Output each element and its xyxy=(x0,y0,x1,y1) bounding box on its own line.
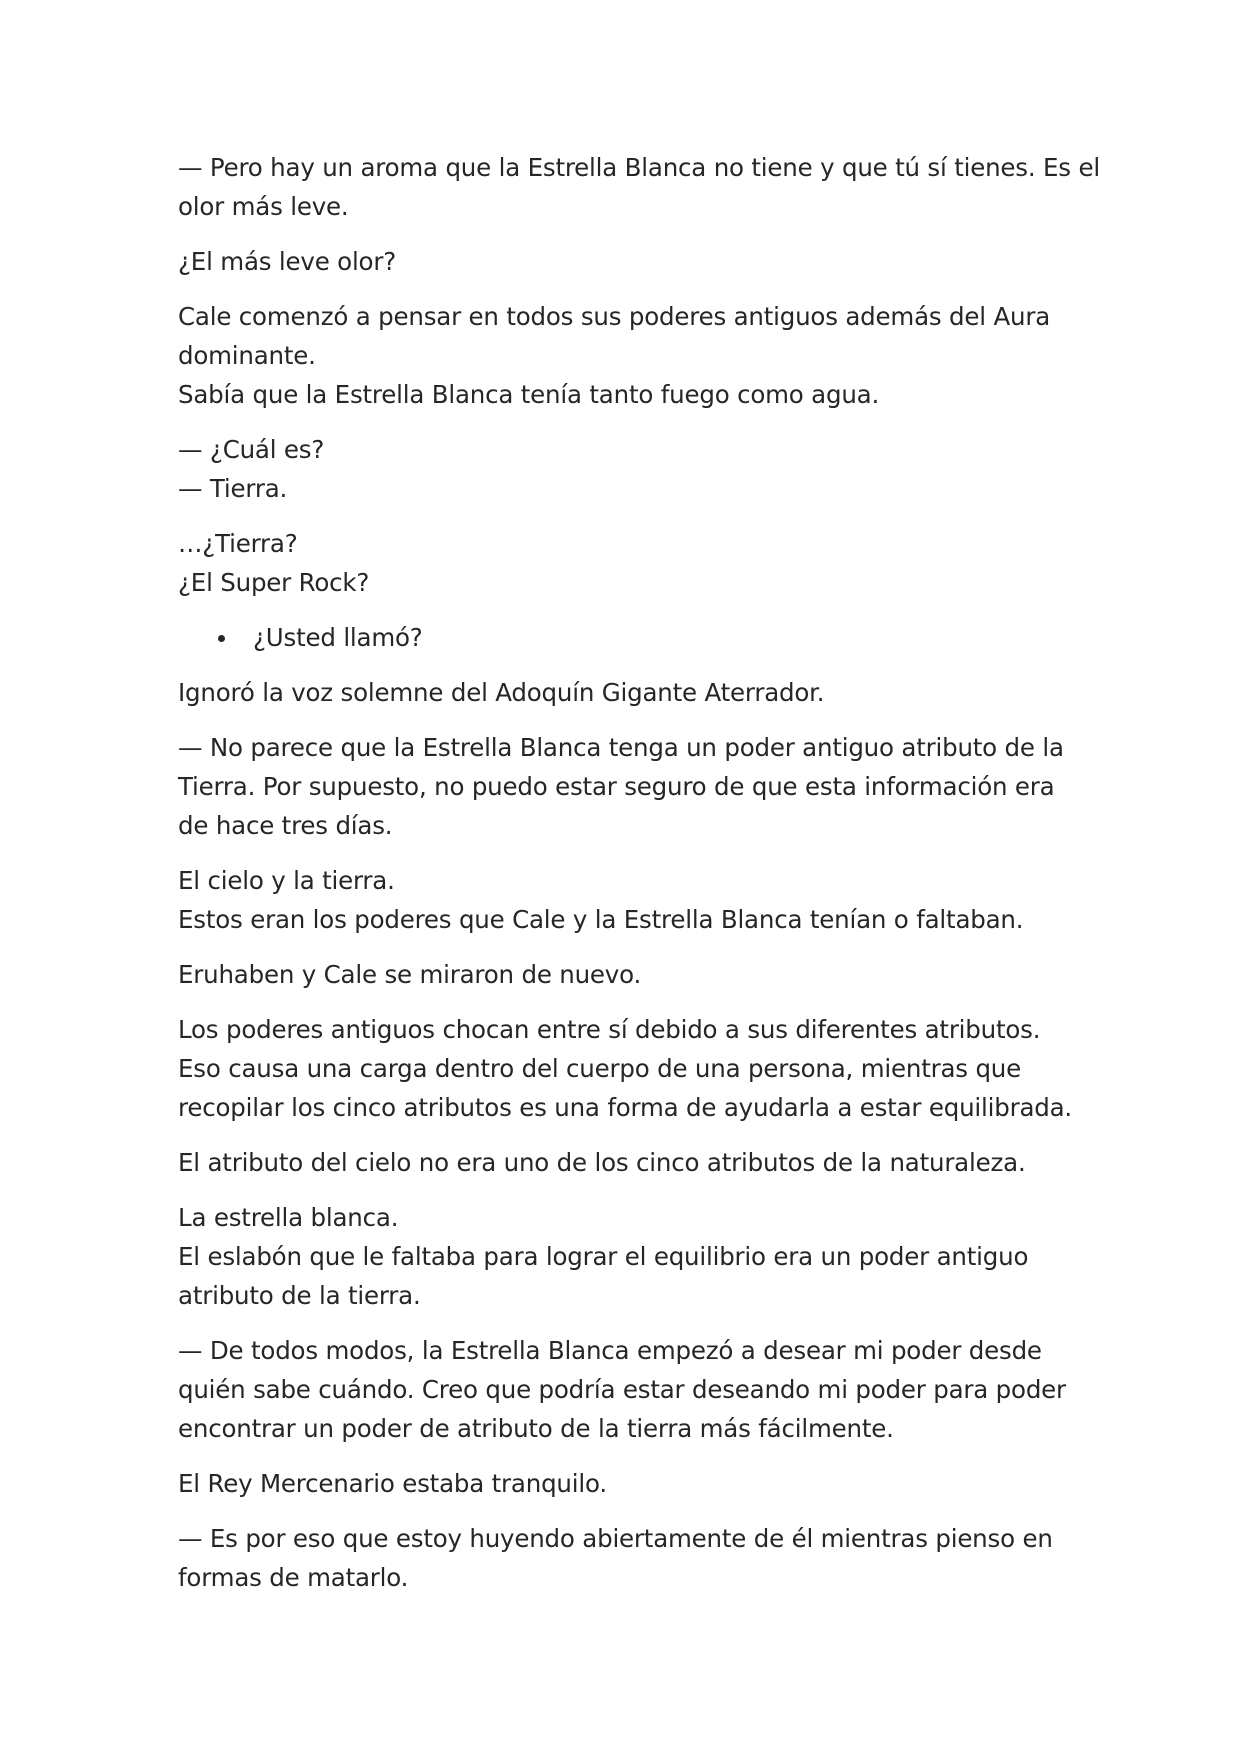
bullet-list xyxy=(178,618,1078,657)
document-body xyxy=(178,148,1100,1613)
text-line: dominante. xyxy=(178,341,316,370)
paragraph xyxy=(178,524,1078,602)
text-line: Ignoró la voz solemne del Adoquín Gigante Aterrador. xyxy=(178,678,825,707)
text-line: encontrar un poder de atributo de la tierra más fácilmente. xyxy=(178,1414,894,1443)
text-line: recopilar los cinco atributos es una forma de ayudarla a estar equilibrada. xyxy=(178,1093,1073,1122)
paragraph xyxy=(178,1143,1078,1182)
paragraph xyxy=(178,1331,1078,1448)
paragraph xyxy=(178,1519,1078,1597)
text-line: olor más leve. xyxy=(178,192,349,221)
paragraph xyxy=(178,297,1078,414)
text-line: El Rey Mercenario estaba tranquilo. xyxy=(178,1469,607,1498)
text-line: — De todos modos, la Estrella Blanca empezó a desear mi poder desde xyxy=(178,1336,1042,1365)
paragraph xyxy=(178,955,1078,994)
text-line: — Tierra. xyxy=(178,474,288,503)
text-line: Tierra. Por supuesto, no puedo estar seguro de que esta información era xyxy=(178,772,1055,801)
paragraph xyxy=(178,673,1078,712)
text-line: ¿El más leve olor? xyxy=(178,247,397,276)
text-line: formas de matarlo. xyxy=(178,1563,409,1592)
paragraph xyxy=(178,148,1100,226)
text-line: Los poderes antiguos chocan entre sí debido a sus diferentes atributos. xyxy=(178,1015,1041,1044)
text-line: …¿Tierra? xyxy=(178,529,298,558)
text-line: Eruhaben y Cale se miraron de nuevo. xyxy=(178,960,642,989)
bullet-icon xyxy=(218,635,225,642)
text-line: de hace tres días. xyxy=(178,811,393,840)
paragraph xyxy=(178,242,1078,281)
text-line: El eslabón que le faltaba para lograr el equilibrio era un poder antiguo xyxy=(178,1242,1029,1271)
text-line: atributo de la tierra. xyxy=(178,1281,421,1310)
text-line: La estrella blanca. xyxy=(178,1203,399,1232)
paragraph xyxy=(178,430,1078,508)
text-line: Cale comenzó a pensar en todos sus poderes antiguos además del Aura xyxy=(178,302,1051,331)
text-line: Sabía que la Estrella Blanca tenía tanto fuego como agua. xyxy=(178,380,880,409)
text-line: — ¿Cuál es? xyxy=(178,435,325,464)
paragraph xyxy=(178,861,1078,939)
text-line: Eso causa una carga dentro del cuerpo de una persona, mientras que xyxy=(178,1054,1022,1083)
text-line: Estos eran los poderes que Cale y la Estrella Blanca tenían o faltaban. xyxy=(178,905,1024,934)
text-line: El atributo del cielo no era uno de los cinco atributos de la naturaleza. xyxy=(178,1148,1026,1177)
text-line: — No parece que la Estrella Blanca tenga un poder antiguo atributo de la xyxy=(178,733,1064,762)
paragraph xyxy=(178,1464,1078,1503)
bullet-item xyxy=(178,618,1078,657)
text-line: quién sabe cuándo. Creo que podría estar deseando mi poder para poder xyxy=(178,1375,1066,1404)
text-line: — Pero hay un aroma que la Estrella Blanca no tiene y que tú sí tienes. Es el xyxy=(178,153,1100,182)
text-line: — Es por eso que estoy huyendo abiertamente de él mientras pienso en xyxy=(178,1524,1053,1553)
text-line: ¿El Super Rock? xyxy=(178,568,370,597)
paragraph xyxy=(178,1198,1078,1315)
paragraph xyxy=(178,728,1078,845)
text-line: El cielo y la tierra. xyxy=(178,866,395,895)
paragraph xyxy=(178,1010,1078,1127)
bullet-text: ¿Usted llamó? xyxy=(253,623,423,652)
